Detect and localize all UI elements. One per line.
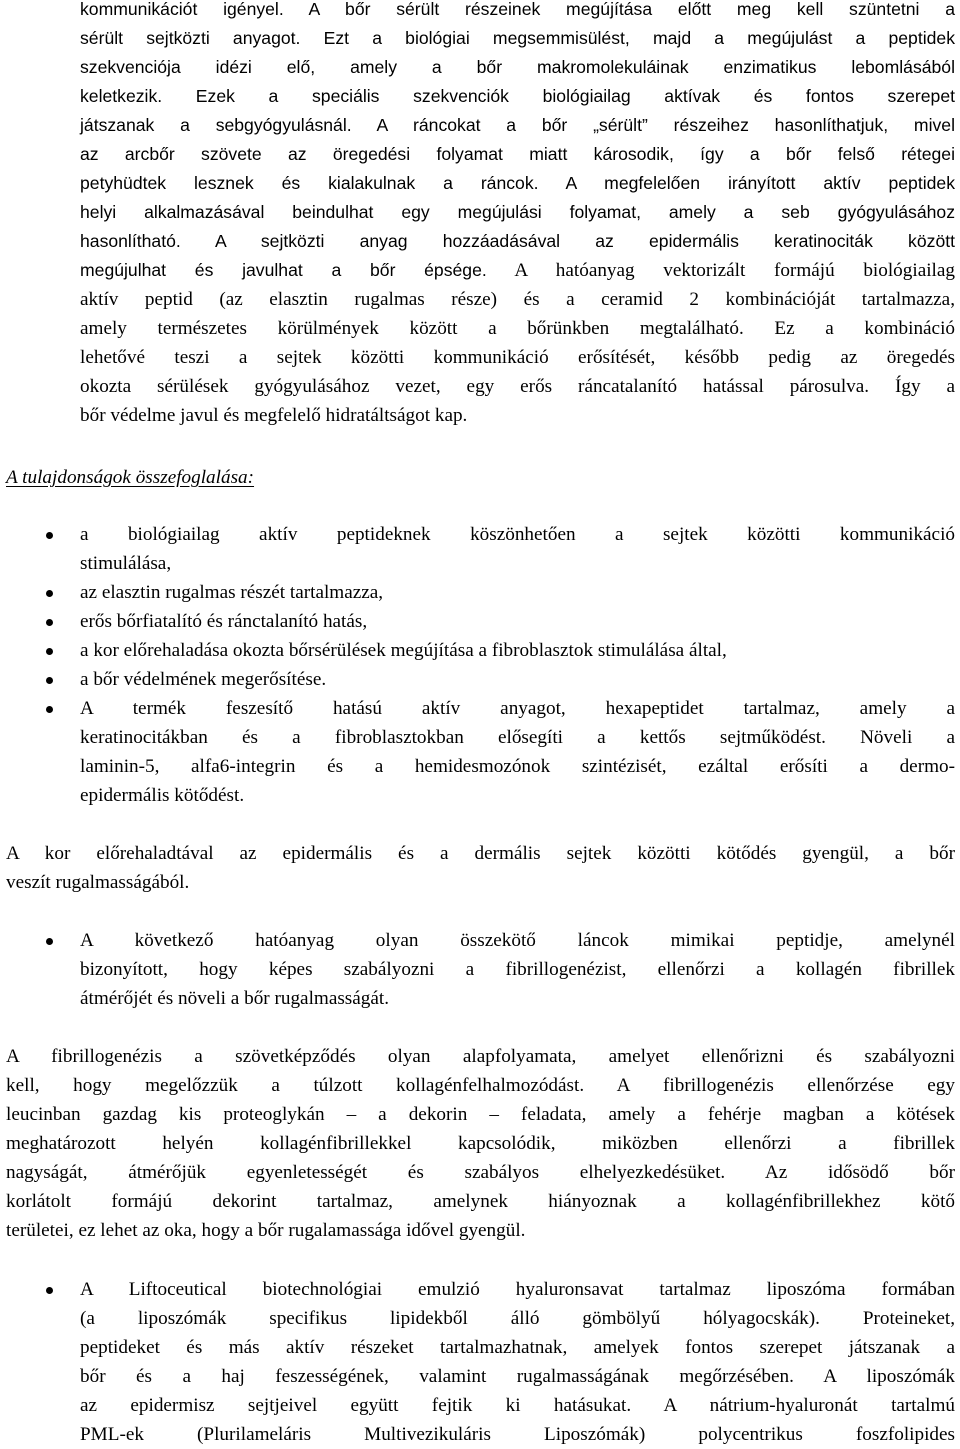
text-line: kommunikációt igényel. A bőr sérült részeinek megújítása előtt meg kell szüntetni a [80,0,955,19]
text-line: meghatározott helyén kollagénfibrillekkel kapcsolódik, miközben ellenőrzi a fibrillek [6,1133,955,1154]
text-line: korlátolt formájú dekorint tartalmaz, amelynek hiányoznak a kollagénfibrillekhez kötő [6,1191,955,1212]
text-line: okozta sérülések gyógyulásához vezet, egy erős ráncatalanító hatással párosulva. Így a [80,376,955,397]
text-line: a biológiailag aktív peptideknek köszönhetően a sejtek közötti kommunikáció [80,524,955,545]
text-segment-sans: megújulhat és javulhat a bőr épsége. [80,260,487,280]
fibrillogenesis-paragraph [6,1042,955,1245]
text-line: amely természetes körülmények között a bőrünkben megtalálható. Ez a kombináció [80,318,955,339]
list-item [6,607,955,636]
text-line: szekvenciója idézi elő, amely a bőr makromolekuláinak enzimatikus lebomlásából [80,57,955,77]
list-item [6,926,955,1013]
list-item [6,578,955,607]
text-line: bőr védelme javul és megfelelő hidratáltságot kap. [80,405,468,426]
text-line: hasonlítható. A sejtközti anyag hozzáadásával az epidermális keratinociták között [80,231,955,251]
text-segment-serif: A hatóanyag vektorizált formájú biológiailag [514,260,955,281]
text-line: leucinban gazdag kis proteoglykán – a dekorin – feladata, amely a fehérje magban a kötések [6,1104,955,1125]
text-line: stimulálása, [80,553,172,574]
text-line: átmérőjét és növeli a bőr rugalmasságát. [80,988,390,1009]
list-item [6,636,955,665]
text-line: keletkezik. Ezek a speciális szekvenciók biológiailag aktívak és fontos szerepet [80,86,955,106]
text-line: petyhüdtek lesznek és kialakulnak a ráncok. A megfelelően irányított aktív peptidek [80,173,955,193]
list-item [6,694,955,810]
text-line: PML-ek (Plurilameláris Multivezikuláris Liposzómák) polycentrikus foszfolipides [80,1424,955,1445]
text-line: aktív peptid (az elasztin rugalmas része) és a ceramid 2 kombinációját tartalmazza, [80,289,955,310]
aging-paragraph [6,839,955,897]
text-line: veszít rugalmasságából. [6,872,190,893]
text-line: kell, hogy megelőzzük a túlzott kollagénfelhalmozódást. A fibrillogenézis ellenőrzése egy [6,1075,955,1096]
text-line: sérült sejtközti anyagot. Ezt a biológiai megsemmisülést, majd a megújulást a peptidek [80,28,955,48]
text-line: A következő hatóanyag olyan összekötő láncok mimikai peptidje, amelynél [80,930,955,951]
summary-list [6,520,955,810]
text-line: bőr és a haj feszességének, valamint rugalmasságának megőrzésében. A liposzómák [80,1366,955,1387]
list-item [6,665,955,694]
list-item [6,1275,955,1449]
text-line: A termék feszesítő hatású aktív anyagot, hexapeptidet tartalmaz, amely a [80,698,955,719]
text-line: epidermális kötődést. [80,785,245,806]
text-line: (a liposzómák specifikus lipidekből álló gömbölyű hólyagocskák). Proteineket, [80,1308,955,1329]
text-line-mixed [80,256,955,285]
text-line: keratinocitákban és a fibroblasztokban elősegíti a kettős sejtműködést. Növeli a [80,727,955,748]
text-line: lehetővé teszi a sejtek közötti kommunikáció erősítését, később pedig az öregedés [80,347,955,368]
liposome-list [6,1275,955,1449]
text-line: nagyságát, átmérőjük egyenletességét és szabályos elhelyezkedésüket. Az idősödő bőr [6,1162,955,1183]
text-line: erős bőrfiatalító és ránctalanító hatás, [80,611,368,632]
text-line: játszanak a sebgyógyulásnál. A ráncokat a bőr „sérült” részeihez hasonlíthatjuk, mivel [80,115,955,135]
text-line: a kor előrehaladása okozta bőrsérülések megújítása a fibroblasztok stimulálása által, [80,640,727,661]
text-line: helyi alkalmazásával beindulhat egy megújulási folyamat, amely a seb gyógyulásához [80,202,955,222]
text-line: a bőr védelmének megerősítése. [80,669,327,690]
text-line: az elasztin rugalmas részét tartalmazza, [80,582,384,603]
text-line: az epidermisz sejtjeivel együtt fejtik ki hatásukat. A nátrium-hyaluronát tartalmú [80,1395,955,1416]
agent-list [6,926,955,1013]
text-line: A fibrillogenézis a szövetképződés olyan alapfolyamata, amelyet ellenőrizni és szabályozni [6,1046,955,1067]
text-line: bizonyított, hogy képes szabályozni a fibrillogenézist, ellenőrzi a kollagén fibrillek [80,959,955,980]
text-line: peptideket és más aktív részeket tartalmazhatnak, amelyek fontos szerepet játszanak a [80,1337,955,1358]
summary-heading: A tulajdonságok összefoglalása: [6,467,255,488]
text-line: az arcbőr szövete az öregedési folyamat miatt károsodik, így a bőr felső rétegei [80,144,955,164]
text-line: területei, ez lehet az oka, hogy a bőr rugalamassága idővel gyengül. [6,1220,526,1241]
intro-paragraph [80,0,955,430]
list-item [6,520,955,578]
text-line: A Liftoceutical biotechnológiai emulzió hyaluronsavat tartalmaz liposzóma formában [80,1279,955,1300]
text-line: laminin-5, alfa6-integrin és a hemidesmozónok szintézisét, ezáltal erősíti a dermo- [80,756,955,777]
text-line: A kor előrehaladtával az epidermális és a dermális sejtek közötti kötődés gyengül, a bőr [6,843,955,864]
